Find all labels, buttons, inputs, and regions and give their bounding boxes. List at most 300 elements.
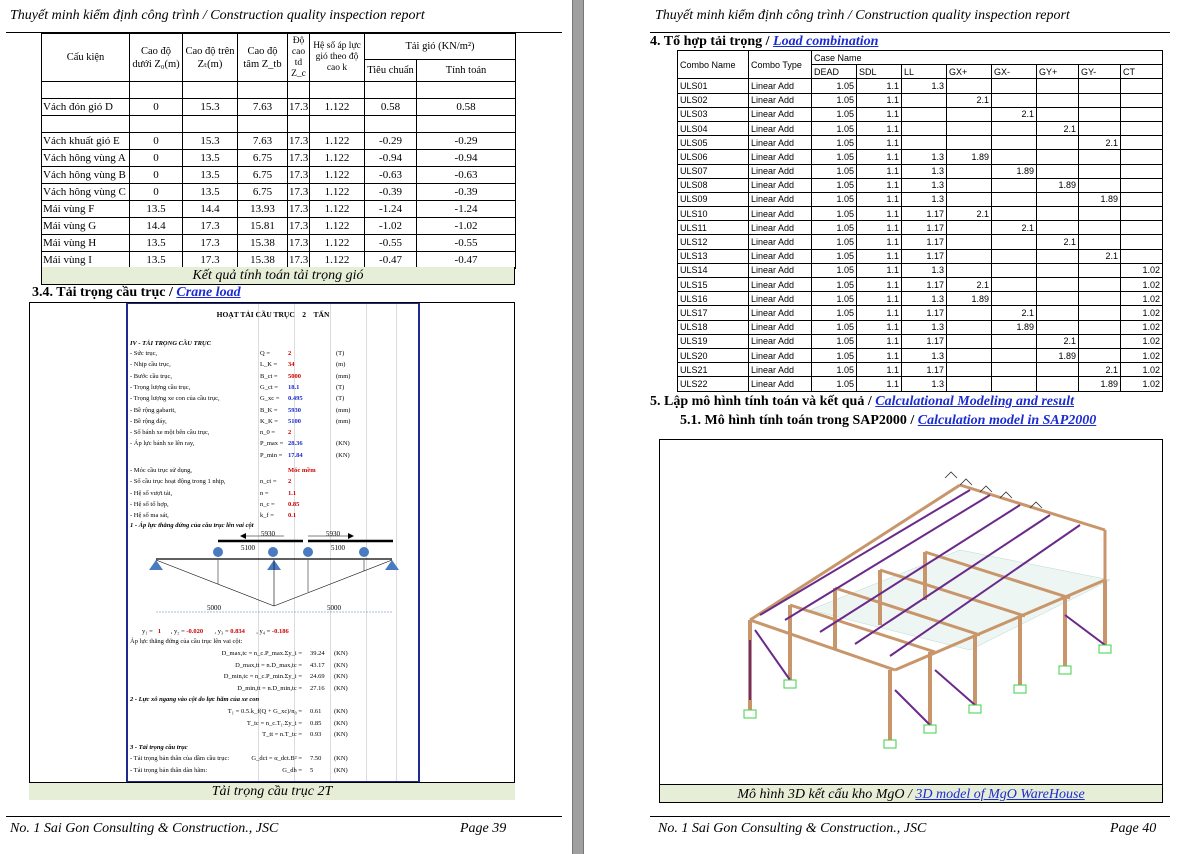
- factor-cell: [902, 121, 947, 135]
- factor-cell: 1.05: [812, 263, 857, 277]
- factor-cell: [947, 334, 992, 348]
- factor-cell: [1079, 164, 1121, 178]
- param-unit: (mm): [336, 406, 351, 414]
- factor-cell: 1.3: [902, 292, 947, 306]
- factor-cell: [947, 221, 992, 235]
- factor-cell: 1.1: [857, 306, 902, 320]
- table-row: [42, 133, 516, 150]
- table-row: [678, 192, 1163, 206]
- combo-type-cell: Linear Add: [749, 278, 812, 292]
- page-header-right: Thuyết minh kiểm định công trình / Construction quality inspection report: [655, 8, 1070, 23]
- cell-ztb: 15.38: [238, 252, 288, 269]
- param-value: 2: [288, 478, 292, 486]
- warehouse-frame-drawing: [660, 440, 1162, 784]
- factor-cell: [1079, 263, 1121, 277]
- table-row: [678, 306, 1163, 320]
- param-label: - Số cầu trục hoạt động trong 1 nhịp,: [130, 478, 226, 486]
- factor-cell: 1.3: [902, 320, 947, 334]
- factor-cell: 1.1: [857, 164, 902, 178]
- factor-cell: [902, 136, 947, 150]
- cell-ztb: 15.38: [238, 235, 288, 252]
- table-row: [42, 184, 516, 201]
- y3-label: , y₃ =: [214, 628, 229, 635]
- cell-ztb: 13.93: [238, 201, 288, 218]
- th-case-name: Case Name: [812, 51, 1163, 65]
- cell-zc: 17.3: [288, 150, 310, 167]
- factor-cell: 1.05: [812, 334, 857, 348]
- cell-zc: 17.3: [288, 133, 310, 150]
- combo-type-cell: Linear Add: [749, 121, 812, 135]
- sheet-title-text: HOẠT TẢI CẦU TRỤC: [216, 310, 295, 319]
- factor-cell: 2.1: [947, 207, 992, 221]
- crane-load-figure: [29, 302, 515, 800]
- crane-sheet-title: [128, 310, 418, 319]
- row-label: - Tải trọng bản thân dàn hãm:: [130, 766, 208, 774]
- cell-name: Vách khuất gió E: [42, 133, 130, 150]
- factor-cell: [1037, 363, 1079, 377]
- dim-5000-b: 5000: [327, 604, 341, 612]
- row-unit: (KN): [334, 684, 348, 692]
- combo-name-cell: ULS04: [678, 121, 749, 135]
- param-unit: (T): [336, 350, 345, 357]
- factor-cell: [1121, 150, 1163, 164]
- factor-cell: 1.17: [902, 334, 947, 348]
- load-combination-link[interactable]: Load combination: [773, 34, 879, 49]
- factor-cell: 2.1: [1037, 121, 1079, 135]
- table-row: [678, 292, 1163, 306]
- factor-cell: 2.1: [1037, 334, 1079, 348]
- factor-cell: [1037, 221, 1079, 235]
- factor-cell: 1.1: [857, 207, 902, 221]
- factor-cell: 1.3: [902, 377, 947, 391]
- factor-cell: 1.02: [1121, 334, 1163, 348]
- combo-type-cell: Linear Add: [749, 207, 812, 221]
- factor-cell: 1.3: [902, 192, 947, 206]
- factor-cell: [1037, 136, 1079, 150]
- section-number: 4. Tổ hợp tải trọng /: [650, 34, 774, 49]
- factor-cell: 1.02: [1121, 377, 1163, 391]
- combo-name-cell: ULS09: [678, 192, 749, 206]
- table-row: [42, 99, 516, 116]
- factor-cell: 2.1: [992, 306, 1037, 320]
- wind-load-table: [41, 33, 516, 269]
- factor-cell: [992, 192, 1037, 206]
- page-header-left: Thuyết minh kiểm định công trình / Construction quality inspection report: [10, 8, 425, 23]
- factor-cell: [1079, 221, 1121, 235]
- cell-k: 1.122: [310, 201, 365, 218]
- cell-k: 1.122: [310, 150, 365, 167]
- param-value: 5930: [288, 406, 301, 414]
- factor-cell: [1037, 79, 1079, 93]
- factor-cell: [947, 348, 992, 362]
- factor-cell: 1.1: [857, 192, 902, 206]
- influence-line-diagram: [128, 530, 420, 614]
- param-label: - Áp lực bánh xe lên ray,: [130, 440, 195, 448]
- cell-zt: 15.3: [183, 133, 238, 150]
- cell-calc: -0.55: [417, 235, 516, 252]
- factor-cell: 1.02: [1121, 306, 1163, 320]
- factor-cell: 1.02: [1121, 278, 1163, 292]
- factor-cell: 1.05: [812, 178, 857, 192]
- factor-cell: [947, 192, 992, 206]
- factor-cell: [992, 334, 1037, 348]
- param-value: Móc mềm: [288, 467, 316, 474]
- param-unit: (KN): [336, 440, 350, 448]
- sap2000-model-link[interactable]: Calculation model in SAP2000: [917, 413, 1097, 428]
- cell-k: 1.122: [310, 235, 365, 252]
- combo-name-cell: ULS22: [678, 377, 749, 391]
- th-standard: Tiêu chuẩn: [365, 60, 417, 82]
- factor-cell: 1.17: [902, 363, 947, 377]
- cell-k: 1.122: [310, 218, 365, 235]
- param-value: 0.85: [288, 500, 300, 508]
- support-left: [149, 560, 163, 570]
- factor-cell: 1.1: [857, 363, 902, 377]
- factor-cell: 1.05: [812, 93, 857, 107]
- cell-k: 1.122: [310, 99, 365, 116]
- factor-cell: 1.05: [812, 150, 857, 164]
- th-calc: Tính toán: [417, 60, 516, 82]
- param-symbol: n_ct =: [260, 478, 277, 486]
- crane-load-link[interactable]: Crane load: [176, 285, 241, 300]
- combo-name-cell: ULS01: [678, 79, 749, 93]
- combo-table-body: [678, 51, 1163, 392]
- factor-cell: [1037, 306, 1079, 320]
- row-unit: (KN): [334, 755, 348, 762]
- combo-name-cell: ULS21: [678, 363, 749, 377]
- y1-value: 1: [157, 628, 161, 635]
- factor-cell: 1.1: [857, 249, 902, 263]
- footer-page-39: Page 39: [460, 821, 507, 836]
- th-wind-load: Tải gió (KN/m²): [365, 34, 516, 60]
- cell-zt: 17.3: [183, 252, 238, 269]
- factor-cell: [1037, 320, 1079, 334]
- table-row: [42, 235, 516, 252]
- table-row: [678, 178, 1163, 192]
- model-caption-en: 3D model of MgO WareHouse: [915, 787, 1085, 802]
- factor-cell: 1.1: [857, 107, 902, 121]
- factor-cell: [1079, 121, 1121, 135]
- cell-zt: 13.5: [183, 150, 238, 167]
- table-row: [678, 207, 1163, 221]
- combo-type-cell: Linear Add: [749, 79, 812, 93]
- cell-zt: 17.3: [183, 235, 238, 252]
- y2-label: , y₂ =: [170, 628, 185, 635]
- cell-calc: 0.58: [417, 99, 516, 116]
- dim-5930-a: 5930: [261, 530, 275, 538]
- cell-calc: -0.63: [417, 167, 516, 184]
- sheet-title-unit: TẤN: [313, 310, 330, 319]
- load-combination-table: [677, 50, 1163, 392]
- param-symbol: K_K =: [260, 417, 278, 425]
- case-header: LL: [902, 65, 947, 79]
- param-symbol: G_xc =: [260, 395, 280, 403]
- factor-cell: [1037, 164, 1079, 178]
- roof-vents: [945, 472, 1042, 508]
- combo-name-cell: ULS18: [678, 320, 749, 334]
- cell-z0: 13.5: [130, 201, 183, 218]
- factor-cell: [992, 348, 1037, 362]
- factor-cell: [1079, 292, 1121, 306]
- table-row: [678, 263, 1163, 277]
- param-unit: (T): [336, 395, 345, 403]
- factor-cell: 1.1: [857, 221, 902, 235]
- table-row: [42, 150, 516, 167]
- cell-z0: 13.5: [130, 235, 183, 252]
- factor-cell: [992, 79, 1037, 93]
- factor-cell: 1.3: [902, 150, 947, 164]
- cell-ztb: 6.75: [238, 167, 288, 184]
- factor-cell: [1079, 93, 1121, 107]
- cell-zc: 17.3: [288, 235, 310, 252]
- cell-zt: 13.5: [183, 184, 238, 201]
- factor-cell: 1.05: [812, 121, 857, 135]
- factor-cell: [1079, 178, 1121, 192]
- cell-zc: 17.3: [288, 99, 310, 116]
- param-symbol: B_K =: [260, 406, 278, 414]
- section-5-heading: [650, 394, 1074, 410]
- table-row: [678, 79, 1163, 93]
- row-unit: (KN): [334, 661, 348, 669]
- factor-cell: 1.05: [812, 164, 857, 178]
- factor-cell: [947, 178, 992, 192]
- combo-header-row: [678, 51, 1163, 65]
- factor-cell: 1.17: [902, 278, 947, 292]
- factor-cell: [947, 164, 992, 178]
- factor-cell: [1079, 235, 1121, 249]
- factor-cell: 1.05: [812, 278, 857, 292]
- factor-cell: 1.17: [902, 249, 947, 263]
- param-label: - Sức trục,: [130, 350, 158, 357]
- cell-zc: 17.3: [288, 201, 310, 218]
- param-value: 0.495: [288, 395, 303, 403]
- factor-cell: 2.1: [1037, 235, 1079, 249]
- factor-cell: [992, 150, 1037, 164]
- th-z0: Cao độ dưới Z₀(m): [130, 34, 183, 82]
- factor-cell: [1079, 207, 1121, 221]
- table-row: [678, 249, 1163, 263]
- combo-name-cell: ULS20: [678, 348, 749, 362]
- table-row: [678, 235, 1163, 249]
- row-symbol: G_dh =: [282, 766, 302, 774]
- factor-cell: 1.3: [902, 348, 947, 362]
- factor-cell: 1.05: [812, 377, 857, 391]
- factor-cell: 2.1: [992, 221, 1037, 235]
- param-symbol: L_K =: [260, 361, 278, 369]
- factor-cell: 1.1: [857, 334, 902, 348]
- factor-cell: [1121, 249, 1163, 263]
- cell-calc: -0.29: [417, 133, 516, 150]
- factor-cell: [947, 249, 992, 263]
- param-value: 5000: [288, 372, 301, 380]
- cell-z0: 0: [130, 167, 183, 184]
- param-label: - Hệ số ma sát,: [130, 512, 169, 520]
- combo-name-cell: ULS17: [678, 306, 749, 320]
- cell-zc: 17.3: [288, 167, 310, 184]
- factor-cell: [947, 377, 992, 391]
- factor-cell: 1.3: [902, 263, 947, 277]
- factor-cell: 1.05: [812, 221, 857, 235]
- wheel-3: [303, 547, 313, 557]
- param-symbol: k_f =: [260, 512, 274, 520]
- factor-cell: 1.1: [857, 377, 902, 391]
- combo-name-cell: ULS14: [678, 263, 749, 277]
- row-symbol: D_min,tc = n_c.P_min.Σy_i =: [223, 673, 302, 680]
- cell-name: Mái vùng H: [42, 235, 130, 252]
- th-combo-type: Combo Type: [749, 51, 812, 79]
- cell-name: Vách hông vùng C: [42, 184, 130, 201]
- factor-cell: [1121, 93, 1163, 107]
- th-combo-name: Combo Name: [678, 51, 749, 79]
- factor-cell: 1.3: [902, 79, 947, 93]
- factor-cell: 1.1: [857, 292, 902, 306]
- factor-cell: 2.1: [992, 107, 1037, 121]
- combo-type-cell: Linear Add: [749, 136, 812, 150]
- cell-zc: 17.3: [288, 252, 310, 269]
- factor-cell: [1079, 107, 1121, 121]
- modeling-result-link[interactable]: Calculational Modeling and result: [875, 394, 1074, 409]
- wind-table-caption: Kết quả tính toán tải trọng gió: [41, 267, 515, 285]
- factor-cell: 1.89: [1037, 348, 1079, 362]
- factor-cell: [902, 93, 947, 107]
- table-row: [678, 278, 1163, 292]
- combo-type-cell: Linear Add: [749, 292, 812, 306]
- sub1-label: 1 - Áp lực thẳng đứng của cầu trục lên vai cột: [130, 522, 254, 529]
- cell-calc: -1.24: [417, 201, 516, 218]
- factor-cell: 1.89: [947, 150, 992, 164]
- cell-calc: -0.47: [417, 252, 516, 269]
- row-unit: (KN): [334, 673, 348, 680]
- param-symbol: P_max =: [260, 440, 284, 448]
- cell-zt: 15.3: [183, 99, 238, 116]
- footer-company-left: No. 1 Sai Gon Consulting & Construction., JSC: [10, 821, 279, 836]
- row-value: 24.69: [310, 673, 325, 680]
- table-row: [42, 167, 516, 184]
- factor-cell: 2.1: [947, 93, 992, 107]
- combo-name-cell: ULS02: [678, 93, 749, 107]
- combo-name-cell: ULS16: [678, 292, 749, 306]
- param-value: 5100: [288, 417, 301, 425]
- factor-cell: 1.05: [812, 107, 857, 121]
- cell-ztb: 6.75: [238, 150, 288, 167]
- combo-type-cell: Linear Add: [749, 192, 812, 206]
- dim-5100-b: 5100: [331, 544, 345, 552]
- factor-cell: [1037, 192, 1079, 206]
- cell-name: Vách hông vùng B: [42, 167, 130, 184]
- param-label: - Bước cầu trục,: [130, 372, 172, 380]
- dim-5000-a: 5000: [207, 604, 221, 612]
- factor-cell: [992, 136, 1037, 150]
- factor-cell: 1.89: [992, 164, 1037, 178]
- cell-name: Vách hông vùng A: [42, 150, 130, 167]
- factor-cell: 1.05: [812, 79, 857, 93]
- factor-cell: [1037, 249, 1079, 263]
- cell-calc: -1.02: [417, 218, 516, 235]
- param-label: - Trọng lượng xe con của cầu trục,: [130, 395, 220, 403]
- factor-cell: 1.3: [902, 178, 947, 192]
- crane-spreadsheet: [126, 303, 420, 783]
- y2-value: -0.020: [186, 628, 204, 635]
- param-value: 28.36: [288, 440, 303, 448]
- row-unit: (KN): [334, 650, 348, 657]
- model-figure-caption: [659, 784, 1163, 803]
- cell-std: -0.94: [365, 150, 417, 167]
- combo-name-cell: ULS12: [678, 235, 749, 249]
- param-unit: (T): [336, 383, 345, 391]
- case-header: DEAD: [812, 65, 857, 79]
- param-label: - Số bánh xe một bên cầu trục,: [130, 429, 210, 437]
- factor-cell: [1037, 207, 1079, 221]
- combo-name-cell: ULS07: [678, 164, 749, 178]
- param-symbol: n_c =: [260, 500, 275, 508]
- param-value: 18.1: [288, 383, 300, 391]
- row-value: 5: [310, 766, 314, 774]
- param-value: 34: [288, 361, 295, 369]
- section-3-4-heading: [32, 285, 241, 301]
- factor-cell: 1.1: [857, 79, 902, 93]
- cell-std: -1.02: [365, 218, 417, 235]
- factor-cell: [947, 263, 992, 277]
- footer-rule-left: [6, 816, 562, 817]
- row-symbol: T_tc = n_c.T₁.Σy_i =: [246, 719, 302, 727]
- cell-std: -0.29: [365, 133, 417, 150]
- factor-cell: 1.05: [812, 136, 857, 150]
- factor-cell: [992, 249, 1037, 263]
- section-iv-label: IV - TẢI TRỌNG CẦU TRỤC: [130, 340, 211, 347]
- factor-cell: [1037, 292, 1079, 306]
- factor-cell: 1.1: [857, 93, 902, 107]
- combo-type-cell: Linear Add: [749, 221, 812, 235]
- factor-cell: 1.17: [902, 306, 947, 320]
- cell-k: 1.122: [310, 252, 365, 269]
- factor-cell: 1.1: [857, 235, 902, 249]
- combo-type-cell: Linear Add: [749, 93, 812, 107]
- factor-cell: 1.05: [812, 192, 857, 206]
- combo-name-cell: ULS03: [678, 107, 749, 121]
- factor-cell: [947, 363, 992, 377]
- factor-cell: [1037, 107, 1079, 121]
- table-row-blank: [42, 116, 516, 133]
- table-row: [678, 164, 1163, 178]
- factor-cell: 1.1: [857, 136, 902, 150]
- section-4-heading: [650, 34, 878, 50]
- row-symbol: G_dct = α_dct.B² =: [251, 755, 302, 762]
- param-unit: (KN): [336, 451, 350, 459]
- model-caption-vi: Mô hình 3D kết cấu kho MgO /: [737, 787, 916, 802]
- factor-cell: 1.3: [902, 164, 947, 178]
- row-value: 39.24: [310, 650, 325, 657]
- factor-cell: [1121, 207, 1163, 221]
- factor-cell: 1.1: [857, 348, 902, 362]
- section-number: 5. Lập mô hình tính toán và kết quả /: [650, 394, 876, 409]
- param-label: - Bề rộng đáy,: [130, 417, 167, 425]
- factor-cell: [1121, 136, 1163, 150]
- combo-type-cell: Linear Add: [749, 334, 812, 348]
- param-label: - Bề rộng gabarit,: [130, 406, 176, 414]
- factor-cell: [992, 93, 1037, 107]
- factor-cell: [992, 278, 1037, 292]
- factor-cell: 1.89: [947, 292, 992, 306]
- case-header: GY+: [1037, 65, 1079, 79]
- factor-cell: [1121, 178, 1163, 192]
- factor-cell: 1.89: [1037, 178, 1079, 192]
- factor-cell: [947, 306, 992, 320]
- factor-cell: 1.02: [1121, 292, 1163, 306]
- row-symbol: D_min,tt = n.D_min,tc =: [237, 684, 302, 692]
- factor-cell: 1.05: [812, 320, 857, 334]
- case-header: SDL: [857, 65, 902, 79]
- factor-cell: [1079, 348, 1121, 362]
